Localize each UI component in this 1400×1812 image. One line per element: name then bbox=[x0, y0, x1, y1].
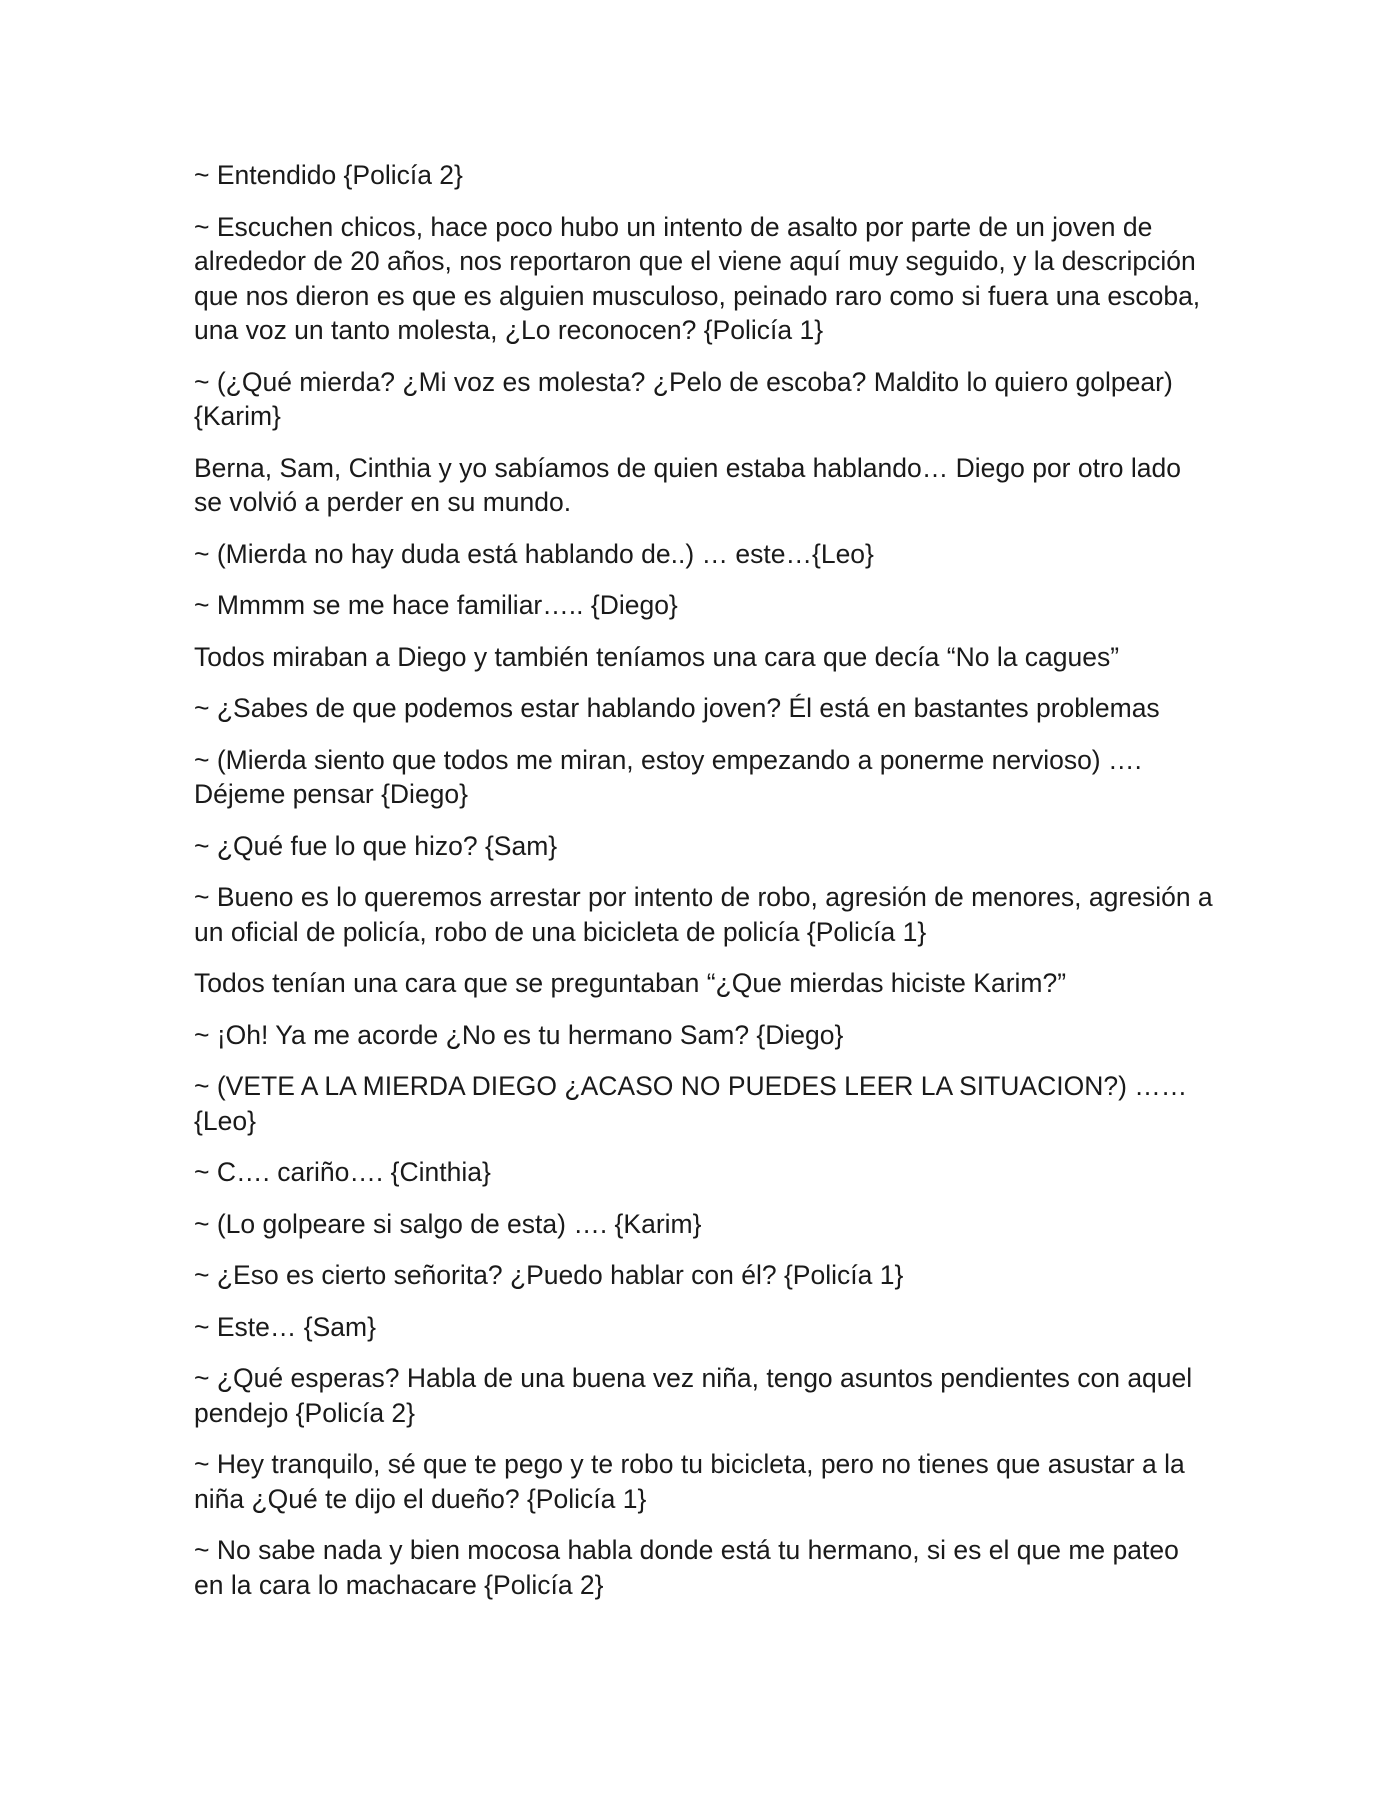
paragraph: Berna, Sam, Cinthia y yo sabíamos de quien estaba hablando… Diego por otro lado se volvió a perder en su mundo. bbox=[194, 452, 1181, 517]
paragraph: Todos tenían una cara que se preguntaban “¿Que mierdas hiciste Karim?” bbox=[194, 968, 1067, 998]
paragraph: ~ (Lo golpeare si salgo de esta) …. {Karim} bbox=[194, 1208, 702, 1239]
paragraph: ~ (¿Qué mierda? ¿Mi voz es molesta? ¿Pelo de escoba? Maldito lo quiero golpear) {Karim} bbox=[194, 366, 1173, 431]
paragraph: ~ (VETE A LA MIERDA DIEGO ¿ACASO NO PUEDES LEER LA SITUACION?) ……{Leo} bbox=[194, 1071, 1188, 1136]
paragraph: ~ Este… {Sam} bbox=[194, 1311, 376, 1342]
paragraph: ~ ¿Eso es cierto señorita? ¿Puedo hablar con él? {Policía 1} bbox=[194, 1260, 904, 1290]
paragraph: ~ ¿Qué fue lo que hizo? {Sam} bbox=[194, 830, 558, 861]
paragraph: ~ Bueno es lo queremos arrestar por intento de robo, agresión de menores, agresión a un oficial de policía, robo de una bicicleta de policía {Policía 1} bbox=[194, 882, 1213, 947]
paragraph: ~ C…. cariño…. {Cinthia} bbox=[194, 1157, 491, 1187]
paragraph: ~ No sabe nada y bien mocosa habla donde está tu hermano, si es el que me pateo en la cara lo machacare {Policía 2} bbox=[194, 1535, 1179, 1600]
paragraph: ~ Mmmm se me hace familiar….. {Diego} bbox=[194, 590, 678, 620]
paragraph: ~ ¿Qué esperas? Habla de una buena vez niña, tengo asuntos pendientes con aquel pendejo {Policía 2} bbox=[194, 1363, 1193, 1428]
paragraph: ~ Escuchen chicos, hace poco hubo un intento de asalto por parte de un joven de alrededor de 20 años, nos reportaron que el viene aquí muy seguido, y la descripción que nos dieron es que es alguien musculoso, peinado raro como si fuera una escoba, una voz un tanto molesta, ¿Lo reconocen? {Policía 1} bbox=[194, 211, 1201, 345]
paragraph: Todos miraban a Diego y también teníamos una cara que decía “No la cagues” bbox=[194, 641, 1120, 672]
paragraph: ~ ¿Sabes de que podemos estar hablando joven? Él está en bastantes problemas bbox=[194, 693, 1160, 723]
paragraph: ~ (Mierda siento que todos me miran, estoy empezando a ponerme nervioso) …. Déjeme pensar {Diego} bbox=[194, 744, 1142, 809]
paragraph: ~ Hey tranquilo, sé que te pego y te robo tu bicicleta, pero no tienes que asustar a la niña ¿Qué te dijo el dueño? {Policía 1} bbox=[194, 1449, 1185, 1514]
paragraph: ~ ¡Oh! Ya me acorde ¿No es tu hermano Sam? {Diego} bbox=[194, 1019, 844, 1050]
document-body bbox=[194, 158, 1214, 1619]
paragraph: ~ Entendido {Policía 2} bbox=[194, 160, 463, 190]
paragraph: ~ (Mierda no hay duda está hablando de..) … este…{Leo} bbox=[194, 538, 874, 569]
